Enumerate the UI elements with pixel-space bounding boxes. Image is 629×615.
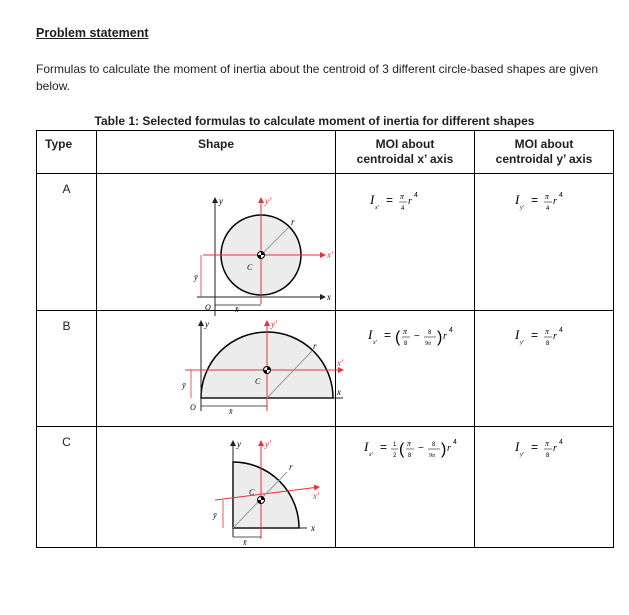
svg-text:−: − [418,443,424,454]
label-xbar: x̄ [235,305,239,314]
table-row [37,174,614,311]
svg-text:=: = [531,328,539,342]
svg-text:I: I [364,439,369,454]
formula-x-c [336,427,474,547]
svg-text:1: 1 [393,442,397,448]
label-x: x [327,292,331,302]
header-shape: Shape [97,131,336,174]
moi-table [36,130,614,548]
svg-text:π: π [407,439,412,448]
svg-text:=: = [384,328,392,342]
svg-text:r: r [553,196,557,207]
label-c: C [247,263,253,272]
label-xbar: x̄ [229,407,233,416]
label-ybar: ȳ [213,511,217,520]
svg-text:x': x' [375,205,379,211]
svg-text:I: I [370,192,375,207]
moi-x-a [336,174,475,311]
shape-b-diagram [97,311,343,426]
label-c: C [255,377,261,386]
svg-text:π: π [545,327,550,336]
row-type-c: C [37,427,97,548]
svg-text:π: π [545,192,550,201]
svg-text:I: I [368,327,373,342]
formula [514,327,563,347]
svg-text:=: = [386,193,394,207]
svg-text:4: 4 [546,206,550,212]
label-y: y [237,439,241,449]
header-moi-y: MOI about centroidal y’ axis [475,131,614,174]
svg-text:r: r [553,331,557,342]
label-x-prime: x' [337,358,343,368]
moi-y-a [475,174,614,311]
label-o: O [190,403,196,412]
svg-text:x': x' [369,452,373,458]
svg-text:8: 8 [428,330,432,336]
formula-y-a [475,174,613,310]
svg-text:y': y' [520,452,524,458]
label-o: O [205,303,211,312]
svg-text:r: r [408,196,412,207]
intro-paragraph: Formulas to calculate the moment of inertia about the centroid of 3 different circle-based shapes are given below. [36,62,599,93]
svg-text:=: = [380,440,388,454]
shape-b-cell [97,311,343,427]
label-ybar: ȳ [194,273,198,282]
formula-x-a [336,174,474,310]
moi-x-c [336,427,475,548]
svg-text:4: 4 [559,439,563,446]
label-ybar: ȳ [182,381,186,390]
svg-text:4: 4 [401,206,405,212]
label-y: y [219,196,223,206]
svg-text:9π: 9π [425,341,432,347]
centroid-marker [258,252,265,259]
svg-text:r: r [553,443,557,454]
svg-text:2: 2 [393,453,397,459]
formula [363,439,457,459]
row-type-a: A [37,174,97,311]
svg-text:x': x' [373,340,377,346]
svg-text:(: ( [395,329,401,346]
header-type: Type [37,131,97,174]
svg-text:π: π [545,439,550,448]
svg-text:8: 8 [432,442,436,448]
svg-text:=: = [531,193,539,207]
svg-text:y': y' [520,340,524,346]
table-row [37,311,614,427]
header-moi-x: MOI about centroidal x’ axis [336,131,475,174]
shape-a-diagram [97,174,335,314]
problem-statement-heading: Problem statement [36,26,149,40]
label-y: y [205,319,209,329]
svg-text:8: 8 [546,341,550,347]
table-row [37,427,614,548]
svg-text:4: 4 [453,439,457,446]
shape-a-cell [97,174,336,314]
moi-x-b [336,311,475,427]
svg-text:I: I [515,192,520,207]
svg-text:π: π [400,192,405,201]
label-r: r [313,341,317,351]
label-r: r [289,462,293,472]
header-row [37,131,614,174]
formula [514,439,563,459]
formula [369,192,418,212]
svg-text:): ) [441,441,447,458]
svg-text:r: r [443,331,447,342]
table-caption: Table 1: Selected formulas to calculate moment of inertia for different shapes [94,114,535,128]
formula [367,327,453,347]
formula [514,192,563,212]
svg-text:π: π [403,327,408,336]
centroid-marker [258,497,265,504]
moi-y-c [475,427,614,548]
label-r: r [291,217,295,227]
svg-text:=: = [531,440,539,454]
formula-y-b [475,311,613,426]
svg-text:−: − [414,331,420,342]
label-x-prime: x' [327,250,333,260]
svg-text:r: r [447,443,451,454]
label-x: x [337,387,341,397]
shape-c-cell [97,427,336,548]
svg-text:9π: 9π [429,453,436,459]
svg-text:4: 4 [559,327,563,334]
label-x-prime: x' [313,491,319,501]
svg-text:4: 4 [449,327,453,334]
label-x: x [311,523,315,533]
svg-text:I: I [515,439,520,454]
svg-text:8: 8 [408,453,412,459]
formula-y-c [475,427,613,547]
svg-text:): ) [437,329,443,346]
moi-y-b [475,311,614,427]
label-c: C [249,488,255,497]
svg-text:y': y' [520,205,524,211]
svg-text:4: 4 [559,192,563,199]
label-y-prime: y' [265,196,271,206]
svg-text:4: 4 [414,192,418,199]
label-y-prime: y' [271,319,277,329]
svg-text:8: 8 [404,341,408,347]
centroid-marker [264,367,271,374]
formula-x-b [336,311,474,426]
row-type-b: B [37,311,97,427]
label-y-prime: y' [265,439,271,449]
svg-text:8: 8 [546,453,550,459]
svg-text:I: I [515,327,520,342]
shape-c-diagram [97,427,335,547]
svg-text:(: ( [399,441,405,458]
label-xbar: x̄ [243,538,247,547]
